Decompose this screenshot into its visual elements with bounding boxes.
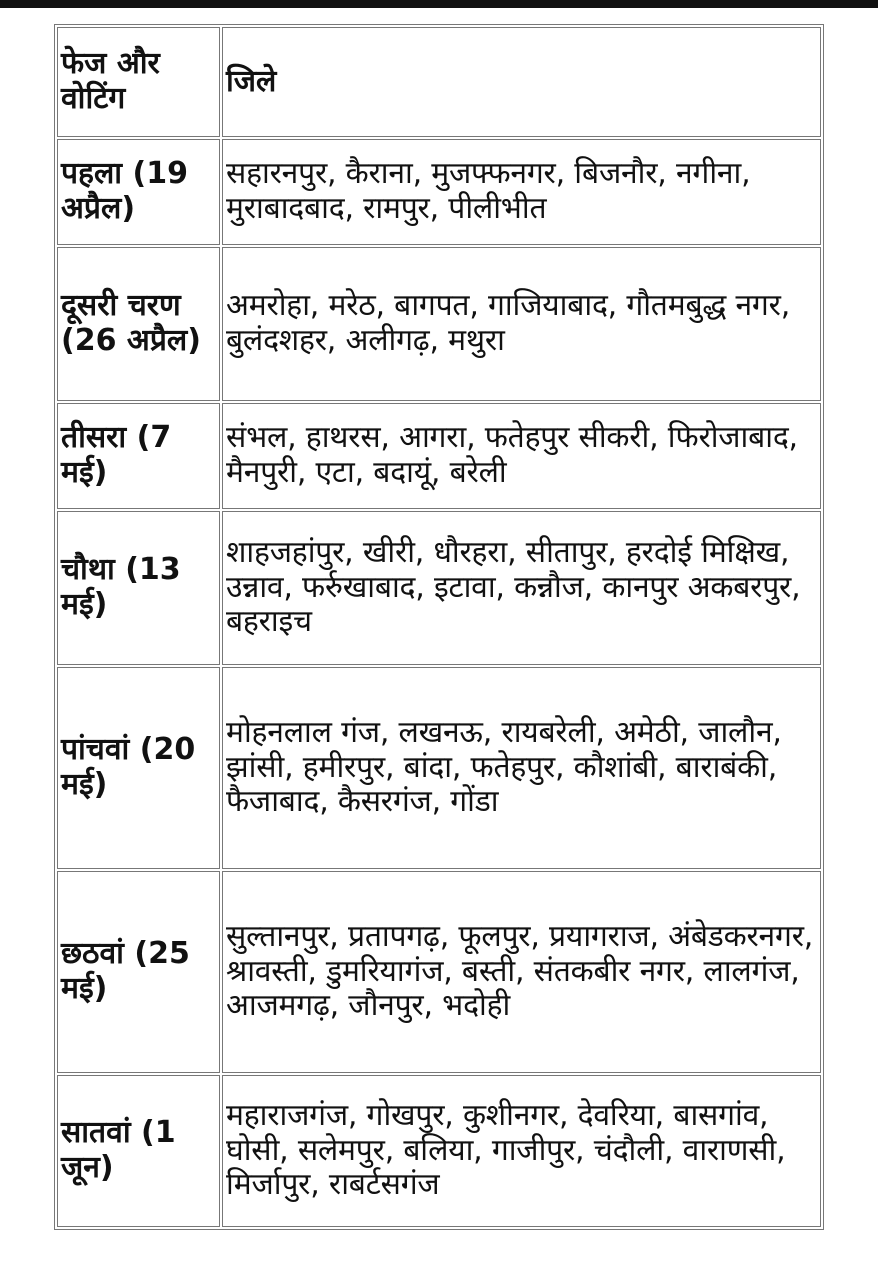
- table-row: [57, 871, 821, 1073]
- phase-cell: तीसरा (7 मई): [57, 403, 220, 509]
- phase-cell: छठवां (25 मई): [57, 871, 220, 1073]
- districts-cell: मोहनलाल गंज, लखनऊ, रायबरेली, अमेठी, जालौन, झांसी, हमीरपुर, बांदा, फतेहपुर, कौशांबी, बाराबंकी, फैजाबाद, कैसरगंज, गोंडा: [222, 667, 821, 869]
- election-phase-table: [54, 24, 824, 1230]
- table-row: [57, 247, 821, 401]
- header-districts-cell: जिले: [222, 27, 821, 137]
- phase-cell: चौथा (13 मई): [57, 511, 220, 665]
- phase-cell: पहला (19 अप्रैल): [57, 139, 220, 245]
- phase-cell: दूसरी चरण (26 अप्रैल): [57, 247, 220, 401]
- districts-cell: अमरोहा, मरेठ, बागपत, गाजियाबाद, गौतमबुद्ध नगर, बुलंदशहर, अलीगढ़, मथुरा: [222, 247, 821, 401]
- districts-cell: सहारनपुर, कैराना, मुजफ्फनगर, बिजनौर, नगीना, मुराबादबाद, रामपुर, पीलीभीत: [222, 139, 821, 245]
- top-border-bar: [0, 0, 878, 8]
- districts-cell: शाहजहांपुर, खीरी, धौरहरा, सीतापुर, हरदोई मिक्षिख, उन्नाव, फर्रुखाबाद, इटावा, कन्नौज, कानपुर अकबरपुर, बहराइच: [222, 511, 821, 665]
- districts-cell: संभल, हाथरस, आगरा, फतेहपुर सीकरी, फिरोजाबाद, मैनपुरी, एटा, बदायूं, बरेली: [222, 403, 821, 509]
- table-row: [57, 1075, 821, 1227]
- table-row: [57, 403, 821, 509]
- table-row: [57, 139, 821, 245]
- districts-cell: महाराजगंज, गोखपुर, कुशीनगर, देवरिया, बासगांव, घोसी, सलेमपुर, बलिया, गाजीपुर, चंदौली, वाराणसी, मिर्जापुर, राबर्टसगंज: [222, 1075, 821, 1227]
- table-row: [57, 511, 821, 665]
- districts-cell: सुल्तानपुर, प्रतापगढ़, फूलपुर, प्रयागराज, अंबेडकरनगर, श्रावस्ती, डुमरियागंज, बस्ती, संतकबीर नगर, लालगंज, आजमगढ़, जौनपुर, भदोही: [222, 871, 821, 1073]
- table-header-row: [57, 27, 821, 137]
- phase-cell: पांचवां (20 मई): [57, 667, 220, 869]
- phase-cell: सातवां (1 जून): [57, 1075, 220, 1227]
- table-row: [57, 667, 821, 869]
- header-phase-cell: फेज और वोटिंग: [57, 27, 220, 137]
